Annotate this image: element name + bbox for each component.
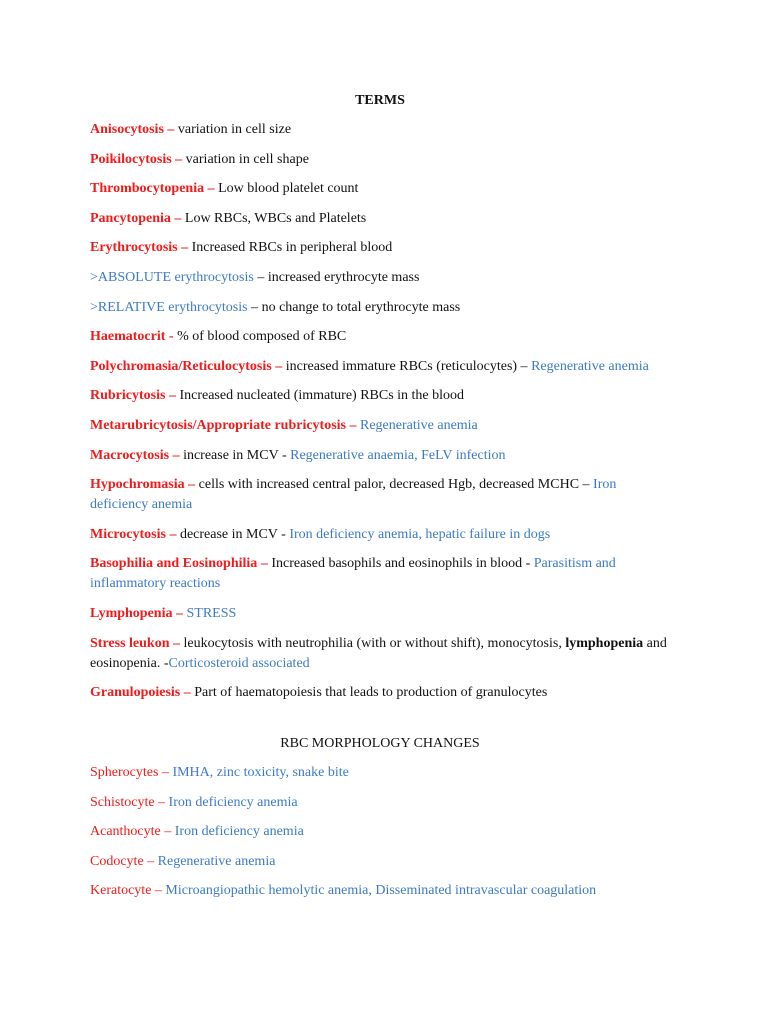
term-entry <box>90 238 670 258</box>
rbc-term: Acanthocyte <box>90 824 161 840</box>
rbc-heading: RBC MORPHOLOGY CHANGES <box>280 736 480 752</box>
term-name: Thrombocytopenia <box>90 181 205 197</box>
term-entry <box>90 683 670 703</box>
terms-heading: TERMS <box>355 93 405 108</box>
term-name: Erythrocytosis <box>90 240 178 256</box>
rbc-entry <box>90 822 670 842</box>
term-definition: Increased basophils and eosinophils in blood - <box>271 556 534 572</box>
term-name: Pancytopenia <box>90 210 171 226</box>
term-definition: increased immature RBCs (reticulocytes) – <box>285 358 532 374</box>
rbc-entry <box>90 881 670 901</box>
term-separator: – <box>165 388 180 404</box>
term-definition: cells with increased central palor, decreased Hgb, decreased MCHC – <box>198 477 594 493</box>
term-note: Iron deficiency anemia, hepatic failure in dogs <box>289 526 551 542</box>
rbc-entry <box>90 852 670 872</box>
term-separator: – <box>154 794 169 810</box>
term-separator: – <box>177 240 192 256</box>
term-entry <box>90 120 670 140</box>
term-name: Anisocytosis <box>90 122 164 137</box>
term-definition: Low RBCs, WBCs and Platelets <box>184 210 367 226</box>
term-entry <box>90 604 670 624</box>
subterm-entry <box>90 298 670 318</box>
term-entry <box>90 357 670 377</box>
term-definition: variation in cell shape <box>185 151 309 167</box>
term-separator: – <box>170 210 185 226</box>
term-definition: no change to total erythrocyte mass <box>261 299 461 315</box>
term-name: Macrocytosis <box>90 447 170 463</box>
term-name: Metarubricytosis/Appropriate rubricytosis <box>90 417 346 433</box>
term-separator: – <box>151 883 166 899</box>
subterm-name: >RELATIVE erythrocytosis <box>90 299 248 315</box>
term-separator: – <box>158 765 173 781</box>
term-entry-stress-leukon <box>90 634 670 674</box>
term-name: Lymphopenia <box>90 605 173 621</box>
term-separator: – <box>169 447 184 463</box>
term-separator: – <box>169 635 184 651</box>
term-separator: – <box>184 477 199 493</box>
term-note: Regenerative anemia <box>360 417 478 433</box>
term-note: Regenerative anemia <box>531 358 649 374</box>
term-separator: – <box>163 122 178 137</box>
rbc-entry <box>90 763 670 783</box>
term-definition: Part of haematopoiesis that leads to production of granulocytes <box>194 685 548 701</box>
term-name: Basophilia and Eosinophilia <box>90 556 258 572</box>
term-definition: variation in cell size <box>177 122 292 137</box>
term-name: Hypochromasia <box>90 477 185 493</box>
term-entry <box>90 554 670 594</box>
rbc-note: Iron deficiency anemia <box>168 794 298 810</box>
term-definition-cont: and eosinopenia. - <box>90 635 667 671</box>
term-definition: increase in MCV - <box>183 447 291 463</box>
term-separator: – <box>160 824 175 840</box>
term-name: Granulopoiesis <box>90 685 181 701</box>
term-separator: – <box>180 685 195 701</box>
term-separator: – <box>204 181 219 197</box>
term-entry <box>90 475 670 515</box>
term-definition: Increased nucleated (immature) RBCs in the blood <box>179 388 465 404</box>
term-entry <box>90 416 670 436</box>
term-name: Haematocrit <box>90 329 166 345</box>
rbc-term: Spherocytes <box>90 765 159 781</box>
term-definition: % of blood composed of RBC <box>177 329 347 345</box>
term-definition: Increased RBCs in peripheral blood <box>191 240 393 256</box>
term-separator: – <box>346 417 360 433</box>
term-note: Parasitism and inflammatory reactions <box>90 556 616 592</box>
rbc-note: Microangiopathic hemolytic anemia, Disseminated intravascular coagulation <box>165 883 597 899</box>
term-name: Rubricytosis <box>90 388 166 404</box>
term-entry <box>90 386 670 406</box>
term-note: Corticosteroid associated <box>168 655 310 671</box>
term-separator: – <box>253 269 268 285</box>
term-separator: – <box>165 526 180 542</box>
rbc-term: Keratocyte <box>90 883 152 899</box>
term-separator: – <box>143 853 158 869</box>
term-entry <box>90 525 670 545</box>
term-name: Stress leukon <box>90 635 170 651</box>
term-note: Regenerative anaemia, FeLV infection <box>290 447 506 463</box>
term-entry <box>90 209 670 229</box>
term-separator: – <box>271 358 286 374</box>
term-definition: decrease in MCV - <box>179 526 290 542</box>
rbc-term: Schistocyte <box>90 794 155 810</box>
term-entry <box>90 179 670 199</box>
rbc-entry <box>90 793 670 813</box>
term-note: Iron deficiency anemia <box>90 477 617 513</box>
term-separator: – <box>247 299 262 315</box>
rbc-term: Codocyte <box>90 853 144 869</box>
term-note: STRESS <box>186 605 237 621</box>
term-separator: – <box>257 556 272 572</box>
subterm-name: >ABSOLUTE erythrocytosis <box>90 269 254 285</box>
rbc-note: Iron deficiency anemia <box>174 824 304 840</box>
term-name: Poikilocytosis <box>90 151 172 167</box>
rbc-note: IMHA, zinc toxicity, snake bite <box>172 765 349 781</box>
term-entry <box>90 446 670 466</box>
term-separator: – <box>171 151 186 167</box>
term-definition: increased erythrocyte mass <box>267 269 420 285</box>
term-separator: – <box>172 605 187 621</box>
term-definition: Low blood platelet count <box>218 181 359 197</box>
term-entry <box>90 327 670 347</box>
rbc-note: Regenerative anemia <box>157 853 276 869</box>
term-entry <box>90 150 670 170</box>
term-name: Polychromasia/Reticulocytosis <box>90 358 272 374</box>
term-name: Microcytosis <box>90 526 166 542</box>
term-definition: leukocytosis with neutrophilia (with or without shift), monocytosis, <box>183 635 566 651</box>
term-emphasis: lymphopenia <box>565 635 644 651</box>
subterm-entry <box>90 268 670 288</box>
term-separator: - <box>165 329 178 345</box>
page-content <box>90 90 670 911</box>
